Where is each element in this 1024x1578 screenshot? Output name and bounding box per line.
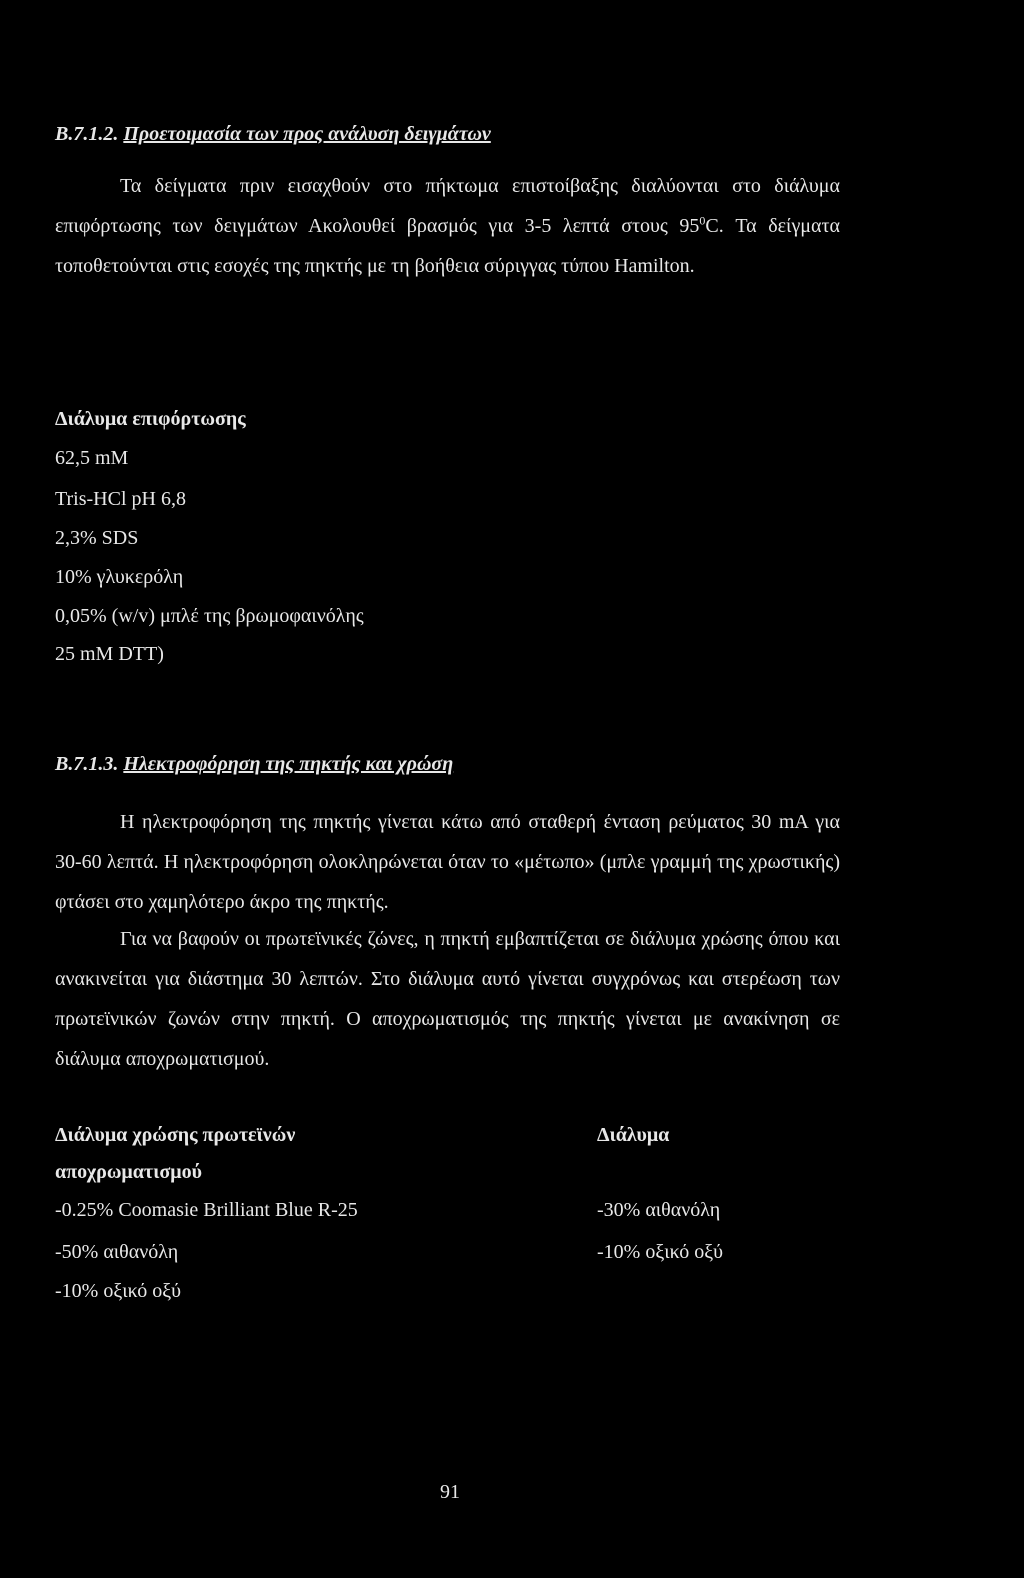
sample-preparation-paragraph: [55, 166, 840, 286]
loading-solution-title: Διάλυμα επιφόρτωσης: [55, 408, 246, 430]
section-heading-b7-1-3: [55, 752, 453, 776]
electrophoresis-paragraph: [55, 802, 840, 922]
staining-solution-item: -50% αιθανόλη: [55, 1241, 179, 1263]
section-heading-b7-1-2: [55, 122, 491, 146]
page-number: 91: [440, 1481, 460, 1503]
staining-solution-item: -0.25% Coomasie Brilliant Blue R-25: [55, 1199, 358, 1221]
paragraph-text-part1: Τα δείγματα πριν εισαχθούν στο πήκτωμα επιστοίβαξης διαλύονται στο διάλυμα επιφόρτωσης των δειγμάτων Ακολουθεί βρασμός για 3-5 λεπτά στους 95: [55, 175, 840, 237]
destaining-title-continuation: αποχρωματισμού: [55, 1161, 202, 1183]
document-page: [55, 0, 845, 1578]
loading-solution-item: 2,3% SDS: [55, 527, 139, 549]
loading-solution-item: 10% γλυκερόλη: [55, 566, 184, 588]
staining-solution-title: Διάλυμα χρώσης πρωτεϊνών: [55, 1124, 296, 1146]
staining-paragraph: [55, 919, 840, 1079]
paragraph-text: Για να βαφούν οι πρωτεϊνικές ζώνες, η πηκτή εμβαπτίζεται σε διάλυμα χρώσης όπου και ανακινείται για διάστημα 30 λεπτών. Στο διάλυμα αυτό γίνεται συγχρόνως και στερέωση των πρωτεϊνικών ζωνών στην πηκτή. Ο αποχρωματισμός της πηκτής γίνεται με ανακίνηση σε διάλυμα αποχρωματισμού.: [55, 928, 840, 1070]
loading-solution-item: 0,05% (w/v) μπλέ της βρωμοφαινόλης: [55, 605, 364, 627]
destaining-solution-title: Διάλυμα: [597, 1124, 670, 1146]
staining-solution-item: -10% οξικό οξύ: [55, 1280, 182, 1302]
section-number: Β.7.1.3.: [55, 753, 119, 775]
loading-solution-item: 62,5 mM: [55, 447, 129, 469]
loading-solution-item: 25 mM DTT): [55, 643, 164, 665]
section-title: Προετοιμασία των προς ανάλυση δειγμάτων: [123, 123, 491, 145]
degree-superscript: 0: [699, 213, 706, 228]
paragraph-text-part2: C. Τα δείγματα τοποθετούνται στις εσοχές της πηκτής με τη βοήθεια σύριγγας τύπου Hamilton.: [55, 215, 840, 277]
destaining-solution-item: -30% αιθανόλη: [597, 1199, 721, 1221]
destaining-solution-item: -10% οξικό οξύ: [597, 1241, 724, 1263]
paragraph-text: Η ηλεκτροφόρηση της πηκτής γίνεται κάτω από σταθερή ένταση ρεύματος 30 mA για 30-60 λεπτά. Η ηλεκτροφόρηση ολοκληρώνεται όταν το «μέτωπο» (μπλε γραμμή της χρωστικής) φτάσει στο χαμηλότερο άκρο της πηκτής.: [55, 811, 840, 913]
loading-solution-item: Tris-HCl pH 6,8: [55, 488, 186, 510]
section-title: Ηλεκτροφόρηση της πηκτής και χρώση: [123, 753, 454, 775]
section-number: Β.7.1.2.: [55, 123, 119, 145]
